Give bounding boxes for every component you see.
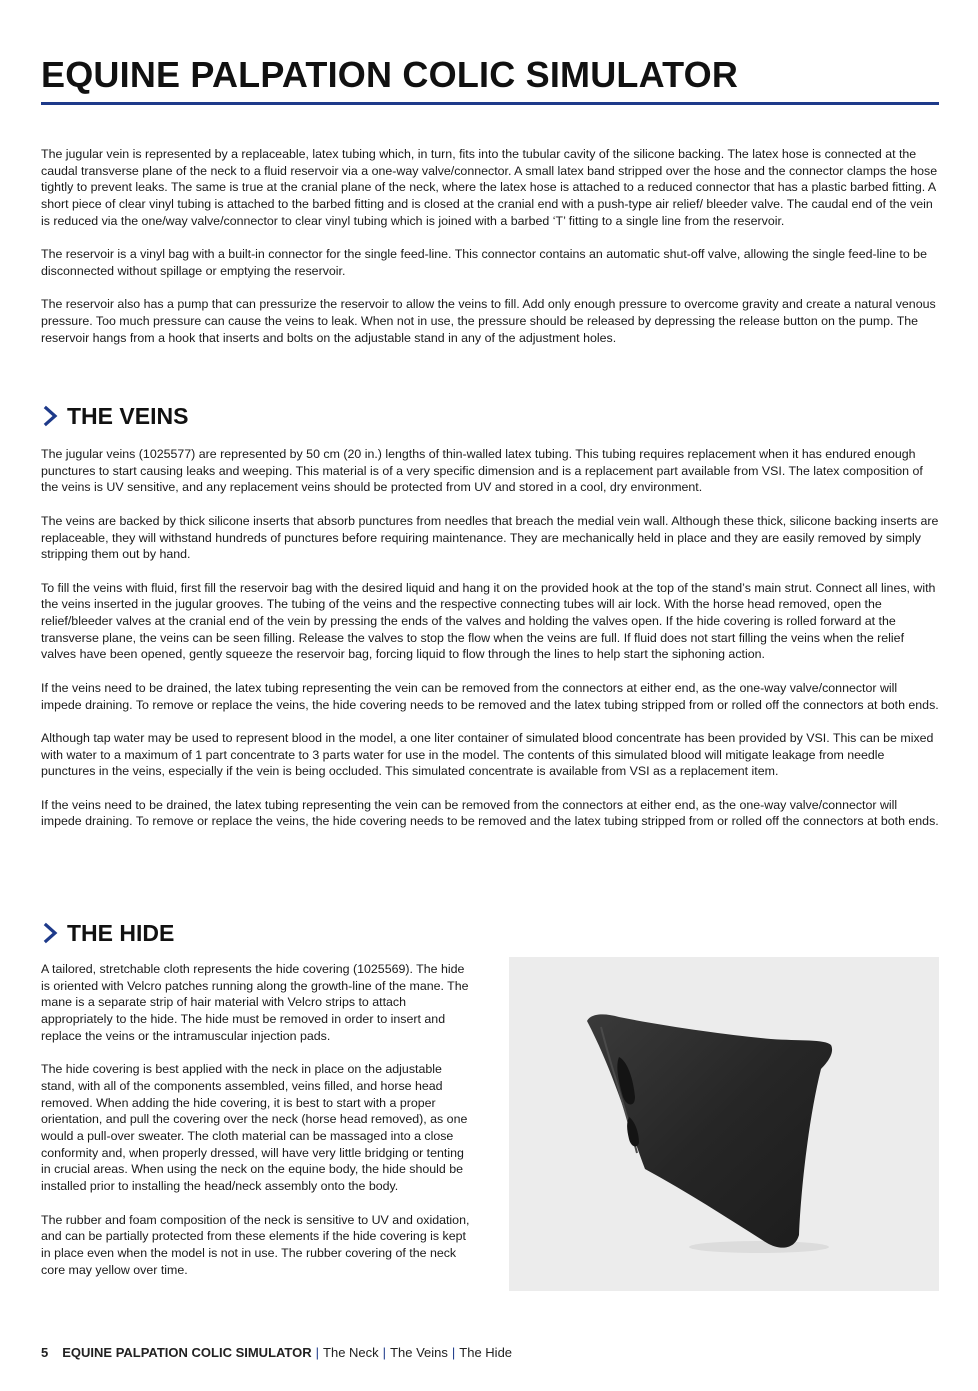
section-heading-hide: [41, 918, 174, 948]
section-heading-veins: [41, 401, 188, 431]
page-number: 5: [41, 1345, 49, 1360]
hide-paragraph: The hide covering is best applied with the neck in place on the adjustable stand, with all of the components assembled, veins filled, and horse head removed. When adding the hide covering, it is best to start with a proper orientation, and pull the covering over the neck (horse head removed), as one would a pull-over sweater. The cloth material can be massaged into a close conformity and, when properly dressed, will have very little bridging or tenting in crucial areas. When using the neck on the equine body, the hide should be installed prior to installing the head/neck assembly onto the body.: [41, 1062, 468, 1194]
chevron-right-icon: [41, 922, 61, 944]
veins-paragraph: The jugular veins (1025577) are represented by 50 cm (20 in.) lengths of thin-walled latex tubing. This tubing requires replacement when it has endured enough punctures to start causing leaks and weeping. This material is of a very specific dimension and is a replacement part available from VSI. The latex composition of the veins is UV sensitive, and any replacement veins should be protected from UV and stored in a cool, dry environment.: [41, 447, 923, 495]
intro-paragraph: The reservoir is a vinyl bag with a built-in connector for the single feed-line. This connector contains an automatic shut-off valve, allowing the single feed-line to be disconnected without spillage or emptying the reservoir.: [41, 247, 927, 278]
footer-title: EQUINE PALPATION COLIC SIMULATOR: [62, 1345, 312, 1360]
chevron-right-icon: [41, 405, 61, 427]
footer-section: The Veins: [390, 1345, 448, 1360]
hide-paragraph: A tailored, stretchable cloth represents the hide covering (1025569). The hide is oriented with Velcro patches running along the growth-line of the mane. The mane is a separate strip of hair material with Velcro strips to attach appropriately to the hide. The hide must be removed in order to insert and replace the veins or the intramuscular injection pads.: [41, 962, 469, 1043]
hide-covering-image: [509, 957, 939, 1291]
section-heading-label: THE VEINS: [67, 402, 189, 429]
veins-paragraph: If the veins need to be drained, the latex tubing representing the vein can be removed from the connectors at either end, as the one-way valve/connector will impede draining. To remove or replace the veins, the hide covering needs to be removed and the latex tubing stripped from or rolled off the connectors at both ends.: [41, 680, 939, 712]
hide-text: [41, 961, 473, 1295]
title-rule: [41, 102, 939, 105]
intro-paragraph: The reservoir also has a pump that can pressurize the reservoir to allow the veins to fill. Add only enough pressure to overcome gravity and create a natural venous pressure. Too much pressure can cause the veins to leak. When not in use, the pressure should be released by depressing the release button on the pump. The reservoir hangs from a hook that inserts and bolts on the adjustable stand in any of the adjustment holes.: [41, 297, 936, 345]
intro-text: [41, 146, 939, 363]
veins-paragraph: The veins are backed by thick silicone inserts that absorb punctures from needles that breach the medial vein wall. Although these thick, silicone backing inserts are replaceable, they will withstand hundreds of punctures before requiring maintenance. They are mechanically held in place and they are easily removed by simply stripping them out by hand.: [41, 513, 939, 562]
hide-paragraph: The rubber and foam composition of the neck is sensitive to UV and oxidation, and can be partially protected from these elements if the hide covering is kept in place even when the model is not in use. The rubber covering of the neck core may yellow over time.: [41, 1212, 470, 1277]
hide-covering-photo: [509, 957, 939, 1291]
veins-text: [41, 446, 939, 847]
page-footer: [41, 1345, 512, 1360]
footer-separator: |: [451, 1345, 456, 1360]
footer-separator: |: [315, 1345, 320, 1360]
footer-separator: |: [382, 1345, 387, 1360]
veins-paragraph: Although tap water may be used to represent blood in the model, a one liter container of simulated blood concentrate has been provided by VSI. This can be mixed with water to a maximum of 1 part concentrate to 3 parts water for use in the model. The contents of this simulated blood will mitigate leakage from needle punctures in the veins, especially if the vein is being occluded. This simulated concentrate is available from VSI as a replacement item.: [41, 730, 934, 779]
intro-paragraph: The jugular vein is represented by a replaceable, latex tubing which, in turn, fits into the tubular cavity of the silicone backing. The latex hose is connected at the caudal transverse plane of the neck to a fluid reservoir via a one-way valve/connector. A small latex band stripped over the hose and the connector clamps the hose tightly to prevent leaks. The same is true at the cranial plane of the neck, where the latex hose is attached to a reduced connector that has a plastic barbed fitting. A short piece of clear vinyl tubing is attached to the barbed fitting and is closed at the cranial end with a push-type air relief/ bleeder valve. The caudal end of the vein is reduced via the one/way valve/connector to clear vinyl tubing which is joined with a barbed ‘T’ fitting to a single line from the reservoir.: [41, 147, 938, 228]
footer-section: The Hide: [459, 1345, 513, 1360]
page-title: EQUINE PALPATION COLIC SIMULATOR: [41, 54, 739, 95]
section-heading-label: THE HIDE: [67, 919, 175, 946]
footer-section: The Neck: [323, 1345, 379, 1360]
veins-paragraph: If the veins need to be drained, the latex tubing representing the vein can be removed from the connectors at either end, as the one-way valve/connector will impede draining. To remove or replace the veins, the hide covering needs to be removed and the latex tubing stripped from or rolled off the connectors at both ends.: [41, 797, 939, 829]
veins-paragraph: To fill the veins with fluid, first fill the reservoir bag with the desired liquid and hang it on the provided hook at the top of the stand’s main strut. Connect all lines, with the veins inserted in the jugular grooves. The tubing of the veins and the respective connecting tubes will air lock. With the horse head removed, open the relief/bleeder valves at the cranial end of the vein by pressing the ends of the valves and holding the valves open. If the hide covering is rolled forward at the transverse plane, the veins can be seen filling. Release the valves to stop the flow when the veins are full. If fluid does not start filling the veins when the relief valves have been opened, gently squeeze the reservoir bag, forcing liquid to flow through the lines to help start the siphoning action.: [41, 580, 936, 662]
